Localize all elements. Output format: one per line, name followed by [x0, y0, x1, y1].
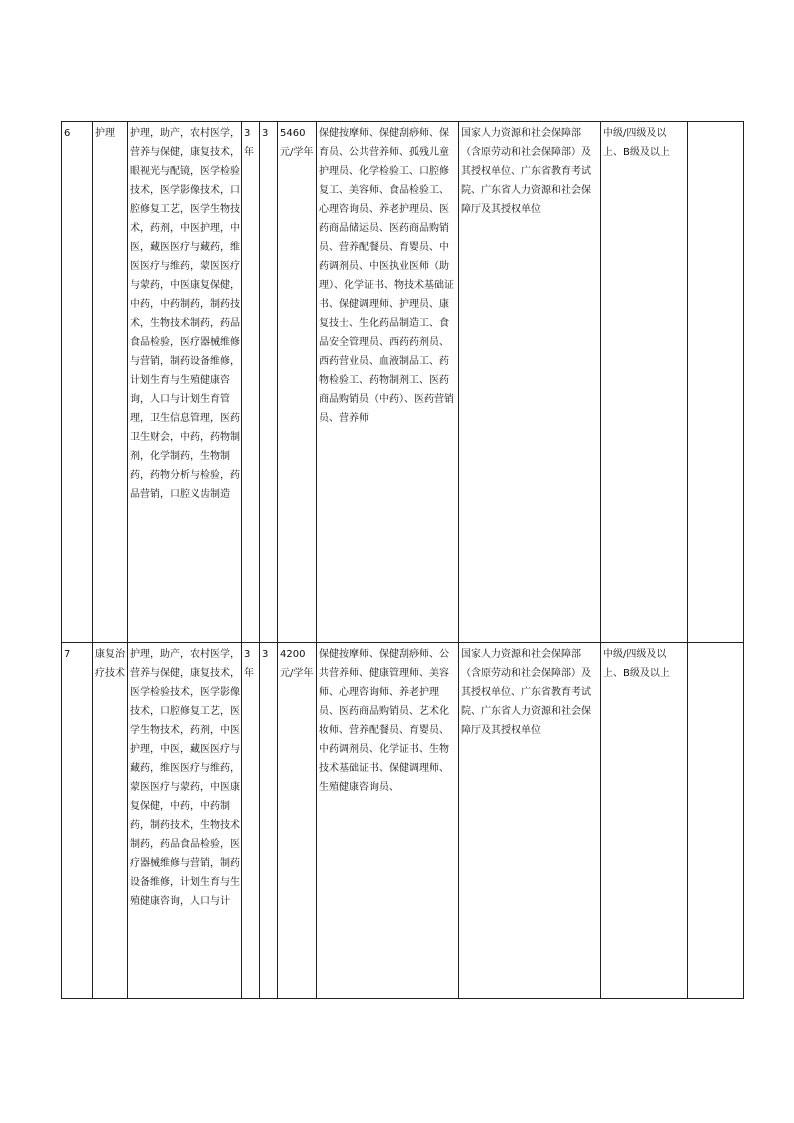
- major-name: 康复治疗技术: [93, 643, 128, 999]
- issuing-authority: 国家人力资源和社会保障部（含原劳动和社会保障部）及其授权单位、广东省教育考试院、广东省人力资源和社会保障厅及其授权单位: [459, 122, 601, 643]
- remarks: [688, 643, 744, 999]
- majors-table: [61, 121, 744, 999]
- certificate-level: 中级/四级及以上、B级及以上: [601, 122, 688, 643]
- column-five-value: 3: [260, 122, 278, 643]
- row-number: 7: [62, 643, 93, 999]
- table-row: [62, 643, 744, 999]
- tuition-fee: 4200元/学年: [278, 643, 317, 999]
- certificate-list: 保健按摩师、保健刮痧师、保育员、公共营养师、孤残儿童护理员、化学检验工、口腔修复工、美容师、食品检验工、心理咨询员、养老护理员、医药商品储运员、医药商品购销员、营养配餐员、育婴员、中药调剂员、中医执业医师（助理）、化学证书、物技术基础证书、保健调理师、护理员、康复技士、生化药品制造工、食品安全管理员、西药药剂员、西药营业员、血液制品工、药物检验工、药物制剂工、医药商品购销员（中药）、医药营销员、营养师: [317, 122, 459, 643]
- related-majors: 护理，助产，农村医学，营养与保健，康复技术，医学检验技术，医学影像技术，口腔修复工艺，医学生物技术，药剂，中医护理，中医，藏医医疗与藏药，维医医疗与维药，蒙医医疗与蒙药，中医康复保健，中药，中药制药，制药技术，生物技术制药，药品食品检验，医疗器械维修与营销，制药设备维修，计划生育与生殖健康咨询，人口与计: [128, 643, 242, 999]
- tuition-fee: 5460元/学年: [278, 122, 317, 643]
- related-majors: 护理，助产，农村医学，营养与保健，康复技术，眼视光与配镜，医学检验技术，医学影像技术，口腔修复工艺，医学生物技术，药剂，中医护理，中医，藏医医疗与藏药，维医医疗与维药，蒙医医疗与蒙药，中医康复保健，中药，中药制药，制药技术，生物技术制药，药品食品检验，医疗器械维修与营销，制药设备维修，计划生育与生殖健康咨询，人口与计划生育管理，卫生信息管理，医药卫生财会，中药，药物制剂，化学制药，生物制药，药物分析与检验，药品营销，口腔义齿制造: [128, 122, 242, 643]
- column-five-value: 3: [260, 643, 278, 999]
- remarks: [688, 122, 744, 643]
- certificate-list: 保健按摩师、保健刮痧师、公共营养师、健康管理师、美容师、心理咨询师、养老护理员、医药商品购销员、艺术化妆师、营养配餐员、育婴员、中药调剂员、化学证书、生物技术基础证书、保健调理师、生殖健康咨询员、: [317, 643, 459, 999]
- study-years: 3年: [242, 122, 260, 643]
- issuing-authority: 国家人力资源和社会保障部（含原劳动和社会保障部）及其授权单位、广东省教育考试院、广东省人力资源和社会保障厅及其授权单位: [459, 643, 601, 999]
- certificate-level: 中级/四级及以上、B级及以上: [601, 643, 688, 999]
- major-name: 护理: [93, 122, 128, 643]
- row-number: 6: [62, 122, 93, 643]
- table-row: [62, 122, 744, 643]
- study-years: 3年: [242, 643, 260, 999]
